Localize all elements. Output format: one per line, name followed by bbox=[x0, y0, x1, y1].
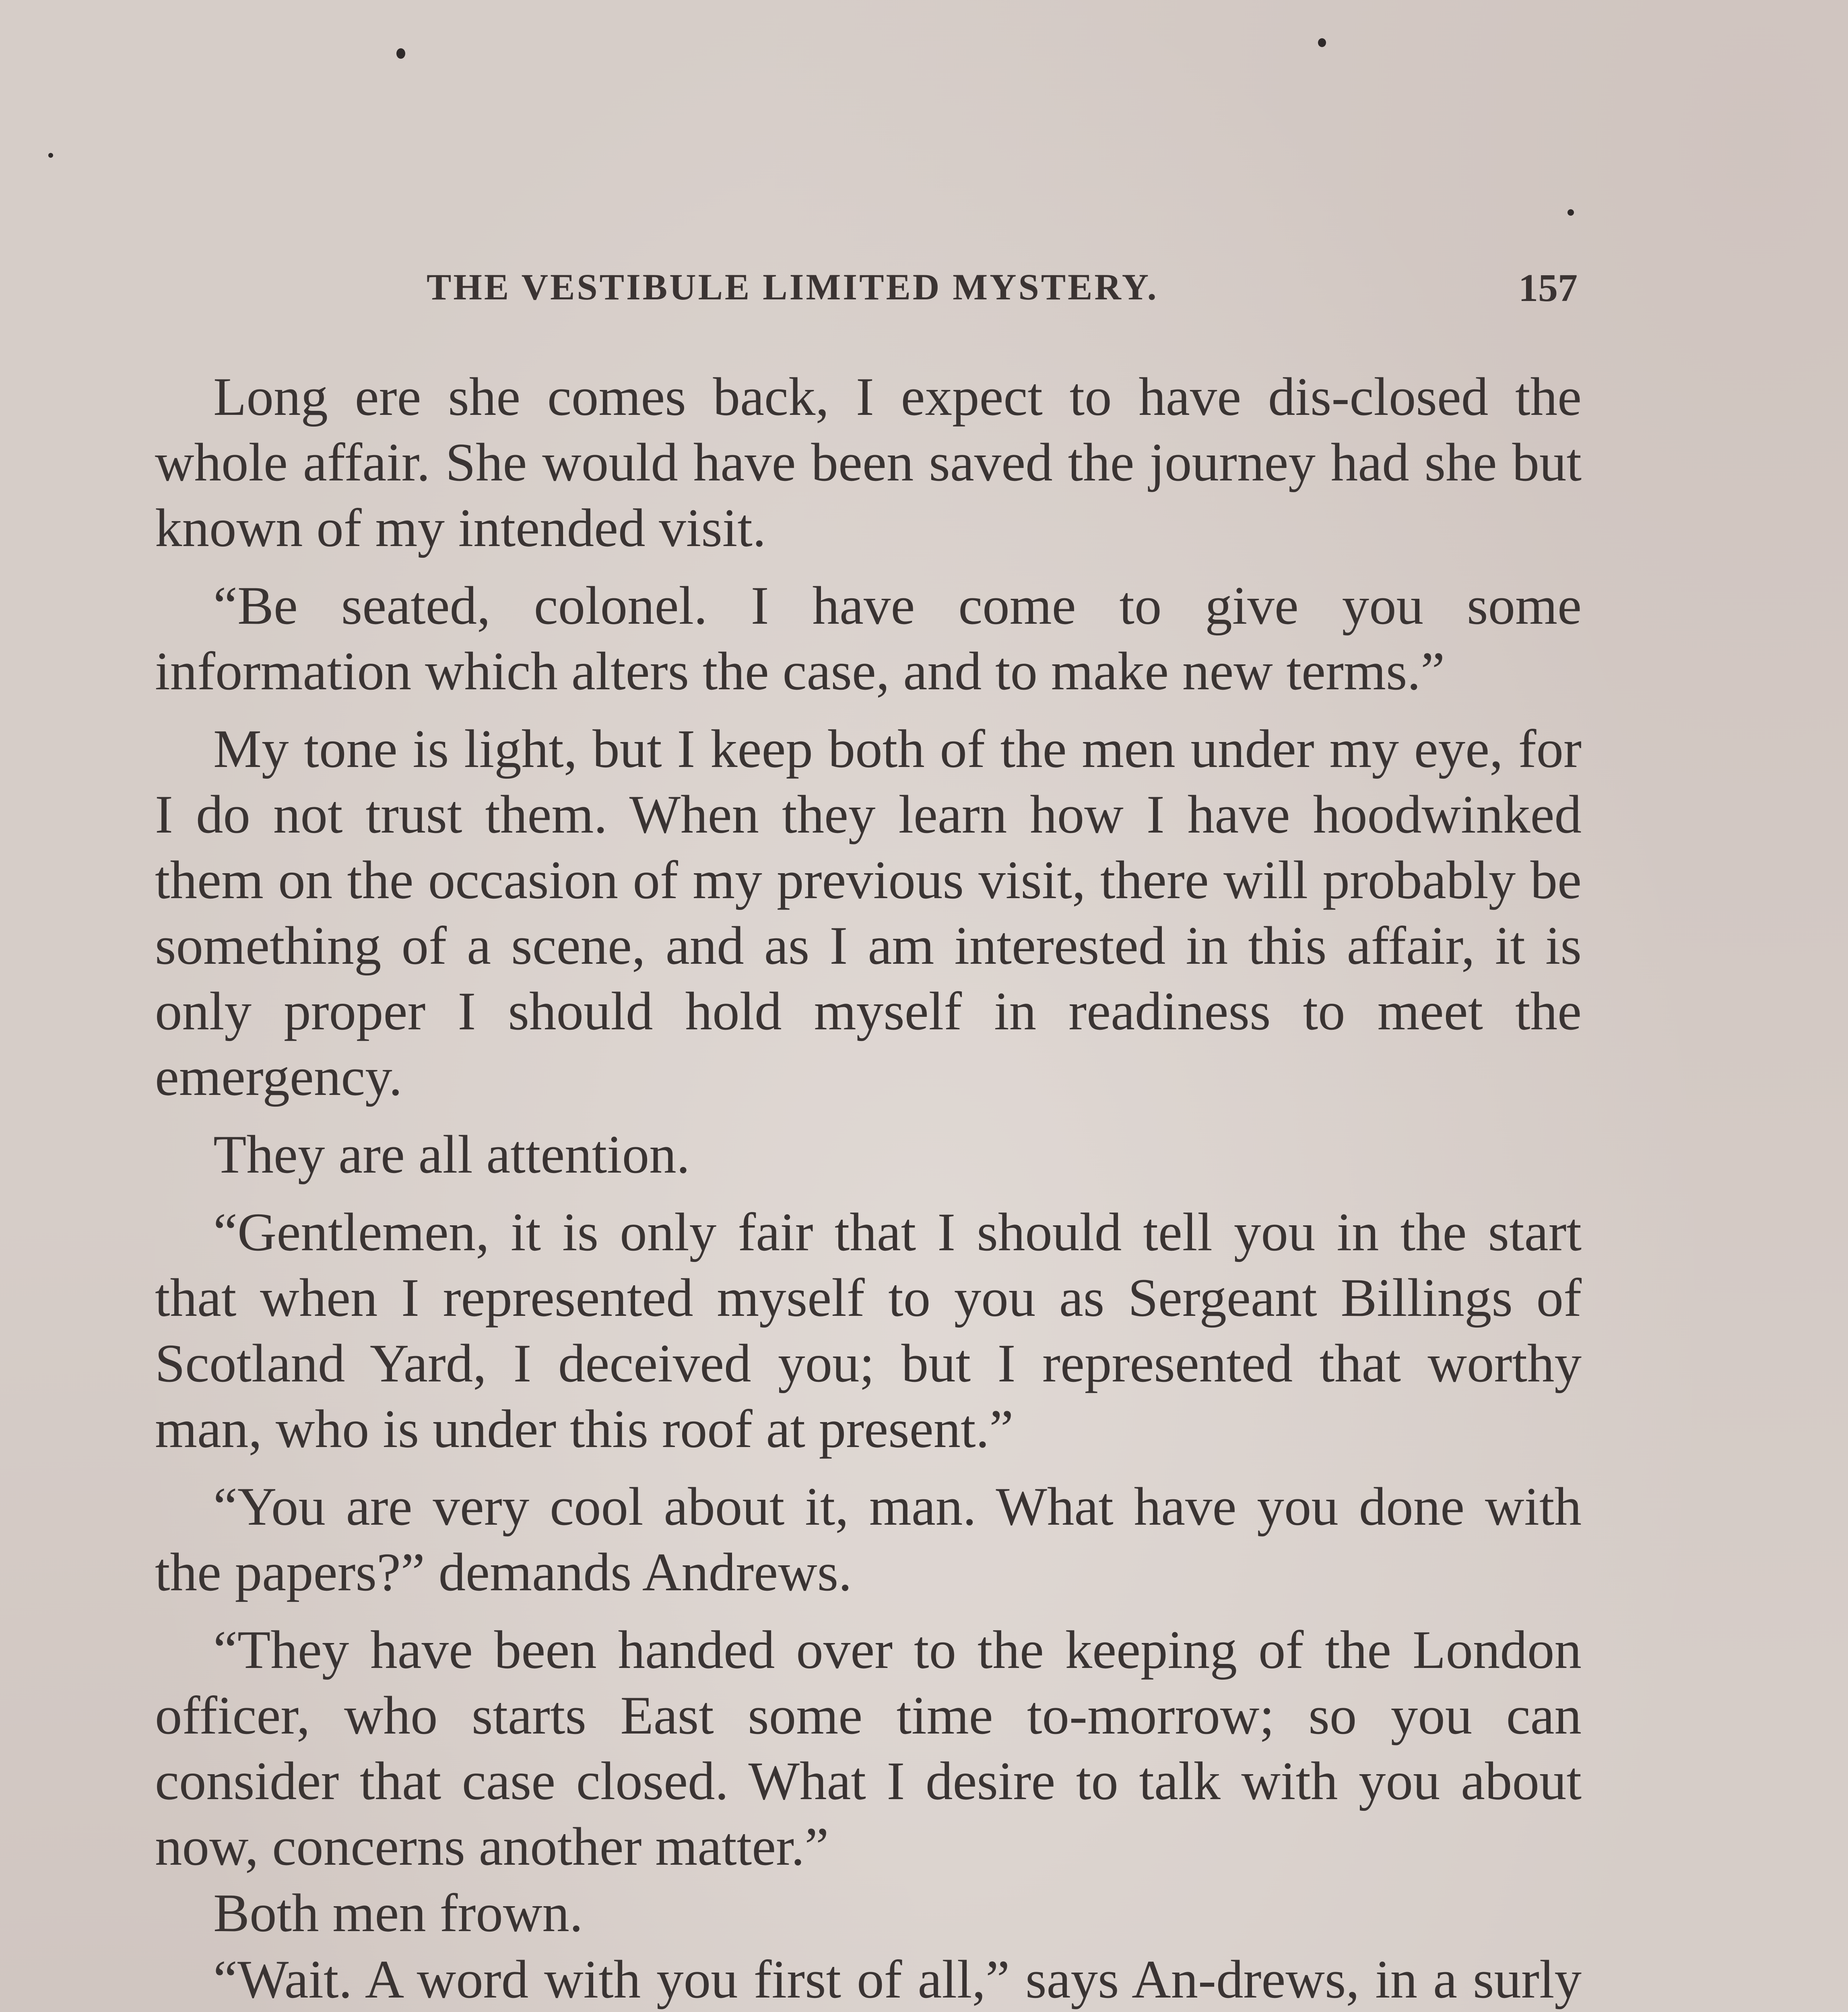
body-text bbox=[155, 364, 1582, 2012]
paper-speck bbox=[1318, 38, 1326, 47]
running-head-title: THE VESTIBULE LIMITED MYSTERY. bbox=[427, 266, 1159, 307]
paragraph: “Wait. A word with you first of all,” says An-drews, in a surly bbox=[213, 1950, 1582, 2010]
paper-speck bbox=[1568, 209, 1574, 216]
paragraph: My tone is light, but I keep both of the men under my eye, for I do not trust them. When they learn how I have hoodwinked them on the occasion of my previous visit, there will probably be something of a scene, and as I am interested in this affair, it is only proper I should hold myself in readiness to meet the emergency. bbox=[155, 719, 1582, 1107]
running-head bbox=[427, 266, 1578, 318]
paragraph: Both men frown. bbox=[213, 1883, 583, 1943]
paragraph: “They have been handed over to the keeping of the London officer, who starts East some time to-morrow; so you can consider that case closed. What I desire to talk with you about now, concerns another matter.” bbox=[155, 1620, 1582, 1877]
paragraph: Long ere she comes back, I expect to have dis-closed the whole affair. She would have been saved the journey had she but known of my intended visit. bbox=[155, 367, 1582, 558]
page-number: 157 bbox=[1518, 266, 1578, 310]
paragraph: They are all attention. bbox=[213, 1125, 690, 1185]
paragraph: “You are very cool about it, man. What have you done with the papers?” demands Andrews. bbox=[155, 1477, 1582, 1602]
paper-speck bbox=[48, 153, 53, 158]
paper-speck bbox=[396, 48, 405, 59]
paragraph: “Be seated, colonel. I have come to give you some information which alters the case, and to make new terms.” bbox=[155, 576, 1582, 701]
paragraph: “Gentlemen, it is only fair that I should tell you in the start that when I represented myself to you as Sergeant Billings of Scotland Yard, I deceived you; but I represented that worthy man, who is under this roof at present.” bbox=[155, 1202, 1582, 1459]
